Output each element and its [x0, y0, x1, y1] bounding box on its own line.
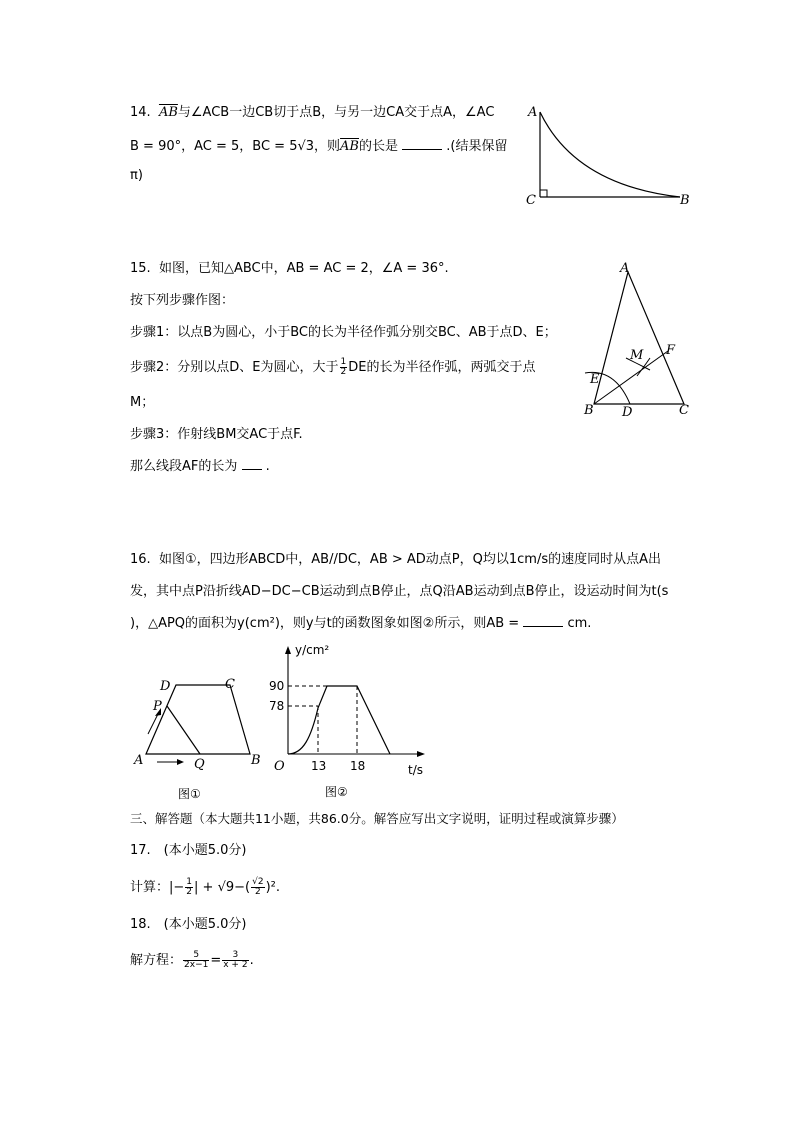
q15-label-f: F — [666, 343, 676, 358]
q18-f1-den: 2x−1 — [184, 960, 209, 970]
q16-text3: )，△APQ的面积为y(cm²)，则y与t的函数图象如图②所示，则AB = — [130, 616, 520, 631]
section-title-text: 三、解答题（本大题共11小题，共86.0分。解答应写出文字说明，证明过程或演算步骤） — [130, 811, 624, 826]
q14-arc-label-2: $\overline{AB}$ — [340, 139, 359, 154]
q16-label-a: A — [134, 753, 144, 768]
q16-origin-label: O — [274, 759, 285, 774]
q15-number: 15. — [130, 261, 151, 276]
q14-line2 — [130, 137, 508, 156]
q18-header — [130, 916, 247, 934]
q15-answer-blank[interactable] — [242, 457, 262, 470]
q17-f2-den: 2 — [254, 887, 261, 897]
q18-f2-num: 3 — [222, 951, 248, 961]
q15-half-num: 1 — [340, 357, 347, 367]
q17-fraction-1 — [185, 878, 193, 897]
q18-fraction-right — [222, 951, 248, 970]
q17-fraction-2 — [251, 878, 264, 897]
q17-part2: | + √9−( — [194, 880, 251, 895]
q17-head: 17. (本小题5.0分) — [130, 843, 247, 858]
q14-arc-label: $\overline{AB}$ — [158, 105, 178, 120]
q15-text7b: . — [265, 459, 270, 474]
q14-figure — [520, 100, 700, 210]
q16-segment-pq — [167, 706, 200, 754]
q18-head: 18. (本小题5.0分) — [130, 917, 247, 932]
q16-figure-2 — [265, 638, 435, 803]
q14-text3: π) — [130, 168, 143, 183]
q15-figure — [580, 258, 700, 423]
q18-f2-den: x + 2 — [223, 960, 248, 970]
q17-part3: )². — [265, 880, 280, 895]
q15-line7 — [130, 457, 270, 476]
q16-caption-1: 图① — [178, 787, 201, 801]
q17-header — [130, 842, 247, 860]
q16-tick-18: 18 — [350, 759, 366, 773]
q16-tick-78: 78 — [269, 699, 285, 713]
q18-equals: = — [210, 953, 222, 968]
q15-step2b: DE的长为半径作弧，两弧交于点 — [348, 360, 536, 375]
q14-text2c: .(结果保留 — [446, 139, 508, 154]
q15-half-fraction — [340, 358, 348, 377]
q15-line5 — [130, 394, 154, 412]
q15-step3: 步骤3：作射线BM交AC于点F. — [130, 427, 303, 442]
q17-f1-den: 2 — [186, 887, 193, 897]
q16-line2 — [130, 583, 668, 601]
q14-text2b: 的长是 — [359, 139, 399, 154]
q16-text3b: cm. — [567, 616, 592, 631]
q15-text5: M； — [130, 395, 155, 410]
q14-text2: B = 90°，AC = 5，BC = 5√3，则 — [130, 139, 341, 154]
q15-text7: 那么线段AF的长为 — [130, 459, 238, 474]
q14-answer-blank[interactable] — [402, 137, 442, 150]
q16-line1 — [130, 551, 661, 569]
q16-tick-90: 90 — [269, 679, 285, 693]
q17-f2-num: √2 — [252, 877, 264, 887]
q15-label-b: B — [584, 403, 594, 418]
q16-graph-curve — [288, 686, 390, 754]
q16-caption-2: 图② — [325, 785, 348, 799]
q15-label-m: M — [630, 348, 644, 363]
q15-label-d: D — [622, 405, 633, 420]
q16-y-axis-arrow — [285, 646, 291, 654]
q17-f1-num: 1 — [186, 877, 193, 887]
q14-label-b: B — [680, 193, 690, 208]
q16-x-label: t/s — [408, 763, 423, 777]
q18-solve-label: 解方程： — [130, 953, 183, 968]
q18-end: . — [249, 953, 254, 968]
q18-equation-line — [130, 951, 254, 970]
q17-expression-line — [130, 878, 280, 897]
q16-figure-1 — [130, 672, 270, 802]
q15-line2 — [130, 292, 234, 310]
q17-part1: |− — [169, 880, 185, 895]
q15-line3 — [130, 324, 557, 342]
q15-label-a: A — [620, 261, 630, 276]
q14-label-c: C — [526, 193, 536, 208]
q14-right-angle-mark — [540, 190, 547, 197]
q16-x-axis-arrow — [417, 751, 425, 757]
q16-line3 — [130, 614, 591, 633]
q16-y-label: y/cm² — [295, 643, 330, 657]
q16-trapezoid-abcd — [146, 685, 250, 754]
q15-line1 — [130, 260, 449, 278]
q16-text2: 发，其中点P沿折线AD−DC−CB运动到点B停止，点Q沿AB运动到点B停止，设运动时间为t(s — [130, 584, 669, 599]
q15-text2: 按下列步骤作图： — [130, 293, 235, 308]
q15-line6 — [130, 426, 303, 444]
q14-text1: 与∠ACB一边CB切于点B，与另一边CA交于点A，∠AC — [177, 105, 495, 120]
q15-step1: 步骤1：以点B为圆心，小于BC的长为半径作弧分别交BC、AB于点D、E； — [130, 325, 557, 340]
q16-answer-blank[interactable] — [523, 614, 563, 627]
q16-label-b: B — [251, 753, 261, 768]
q16-label-p: P — [153, 699, 162, 714]
q15-label-c: C — [679, 403, 689, 418]
q14-number: 14. — [130, 105, 151, 120]
q16-tick-13: 13 — [311, 759, 327, 773]
q15-text1: 如图，已知△ABC中，AB = AC = 2，∠A = 36°. — [158, 261, 449, 276]
q14-line3 — [130, 167, 143, 185]
q16-arrowhead-q — [177, 759, 184, 765]
q14-arc-ab — [540, 112, 680, 197]
q14-line1 — [130, 104, 494, 122]
q16-label-q: Q — [194, 757, 205, 772]
q16-text1: 如图①，四边形ABCD中，AB//DC，AB > AD动点P，Q均以1cm/s的速度同时从点A出 — [158, 552, 662, 567]
q18-fraction-left — [183, 951, 209, 970]
q15-line4 — [130, 358, 535, 377]
q15-step2a: 步骤2：分别以点D、E为圆心，大于 — [130, 360, 339, 375]
q15-half-den: 2 — [340, 367, 347, 377]
q18-f1-num: 5 — [183, 951, 209, 961]
section-title — [130, 810, 624, 828]
q15-label-e: E — [590, 372, 600, 387]
q17-calc-label: 计算： — [130, 880, 170, 895]
q16-label-d: D — [160, 679, 171, 694]
q16-number: 16. — [130, 552, 151, 567]
q14-label-a: A — [528, 105, 538, 120]
q16-label-c: C — [225, 677, 235, 692]
q15-triangle-abc — [594, 272, 684, 404]
